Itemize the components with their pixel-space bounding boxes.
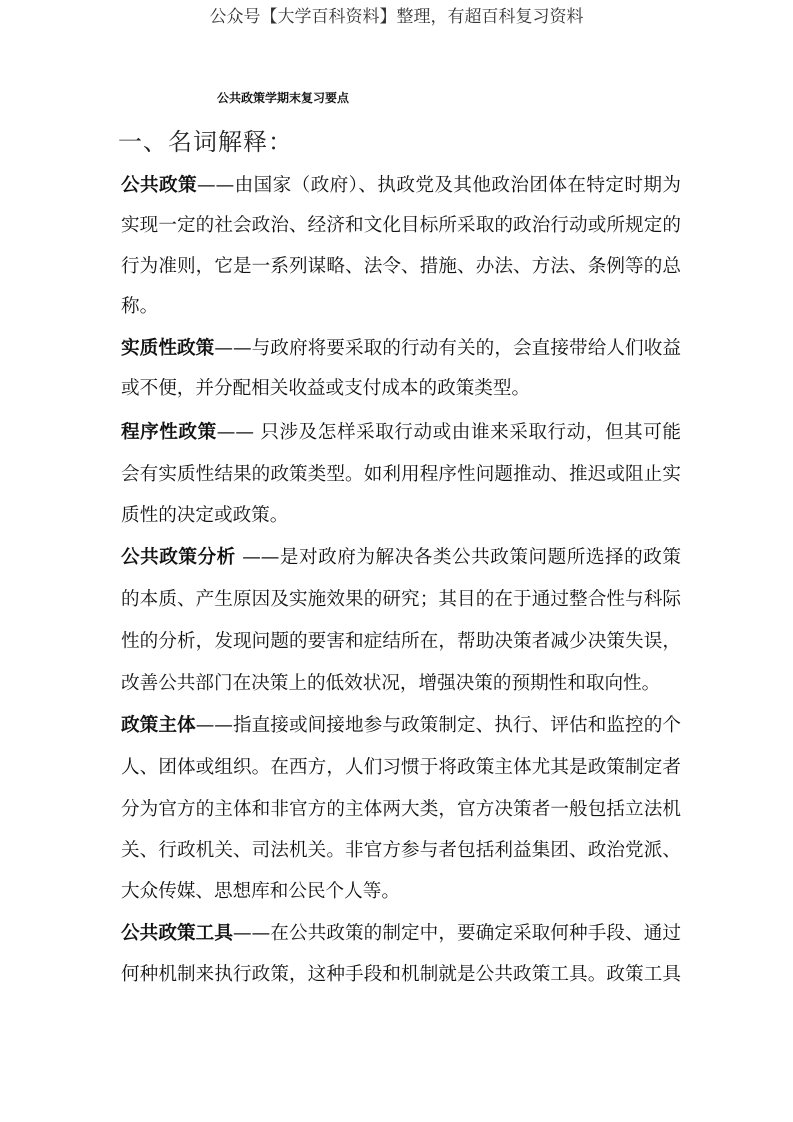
paragraph-line [121,798,681,822]
definition-term: 程序性政策 [121,422,217,443]
definition-text: 的本质、产生原因及实施效果的研究；其目的在于通过整合性与科际 [121,589,681,610]
paragraph-line [121,377,681,401]
definition-text: 分为官方的主体和非官方的主体两大类，官方决策者一般包括立法机 [121,799,681,820]
definition-text: 大众传媒、思想库和公民个人等。 [121,881,400,902]
definition-text: 关、行政机关、司法机关。非官方参与者包括利益集团、政治党派、 [121,840,681,861]
definition-text: 由国家（政府）、执政党及其他政治团体在特定时期为 [234,175,681,196]
definition-text: 改善公共部门在决策上的低效状况，增强决策的预期性和取向性。 [121,673,661,694]
paragraph-line [121,672,681,696]
paragraph-line [121,756,681,780]
term-dash: —— [235,547,280,568]
paragraph-line [121,463,681,487]
paragraph-line [121,839,681,863]
section-heading: 一、名词解释： [118,128,293,156]
paragraph-line [121,630,681,654]
definition-text: 指直接或间接地参与政策制定、执行、评估和监控的个 [232,715,681,736]
definition-text: 称。 [121,296,159,317]
definition-term: 政策主体 [121,715,196,736]
paragraph-line [121,880,681,904]
definition-text: 行为准则，它是一系列谋略、法令、措施、办法、方法、条例等的总 [121,256,681,277]
paragraph-line [121,922,681,946]
definition-text: 只涉及怎样采取行动或由谁来采取行动，但其可能 [260,422,681,443]
paragraph-line [121,588,681,612]
term-dash: —— [214,338,252,359]
document-title: 公共政策学期末复习要点 [217,91,350,105]
paragraph-line [121,174,681,198]
paragraph-line [121,504,681,528]
paragraph-line [121,255,681,279]
paragraph-line [121,963,681,987]
definition-text: 人、团体或组织。在西方，人们习惯于将政策主体尤其是政策制定者 [121,757,681,778]
definition-term: 实质性政策 [121,338,215,359]
page-header: 公众号【大学百科资料】整理，有超百科复习资料 [209,7,584,27]
definition-term: 公共政策工具 [121,923,234,944]
definition-text: 质性的决定或政策。 [121,505,289,526]
definition-text: 是对政府为解决各类公共政策问题所选择的政策 [279,547,681,568]
term-dash: —— [216,422,261,443]
paragraph-line [121,714,681,738]
term-dash: —— [233,923,271,944]
definition-text: 何种机制来执行政策，这种手段和机制就是公共政策工具。政策工具 [121,964,681,985]
term-dash: —— [197,175,235,196]
paragraph-line [121,214,681,238]
paragraph-line [121,421,681,445]
term-dash: —— [195,715,233,736]
paragraph-line [121,546,681,570]
definition-text: 实现一定的社会政治、经济和文化目标所采取的政治行动或所规定的 [121,215,681,236]
definition-text: 在公共政策的制定中，要确定采取何种手段、通过 [270,923,681,944]
definition-text: 与政府将要采取的行动有关的，会直接带给人们收益 [251,338,681,359]
definition-term: 公共政策 [121,175,198,196]
paragraph-line [121,337,681,361]
definition-text: 性的分析，发现问题的要害和症结所在，帮助决策者减少决策失误， [121,631,681,652]
definition-term: 公共政策分析 [121,547,236,568]
paragraph-line [121,295,681,319]
definition-text: 会有实质性结果的政策类型。如利用程序性问题推动、推迟或阻止实 [121,464,681,485]
definition-text: 或不便，并分配相关收益或支付成本的政策类型。 [121,378,531,399]
